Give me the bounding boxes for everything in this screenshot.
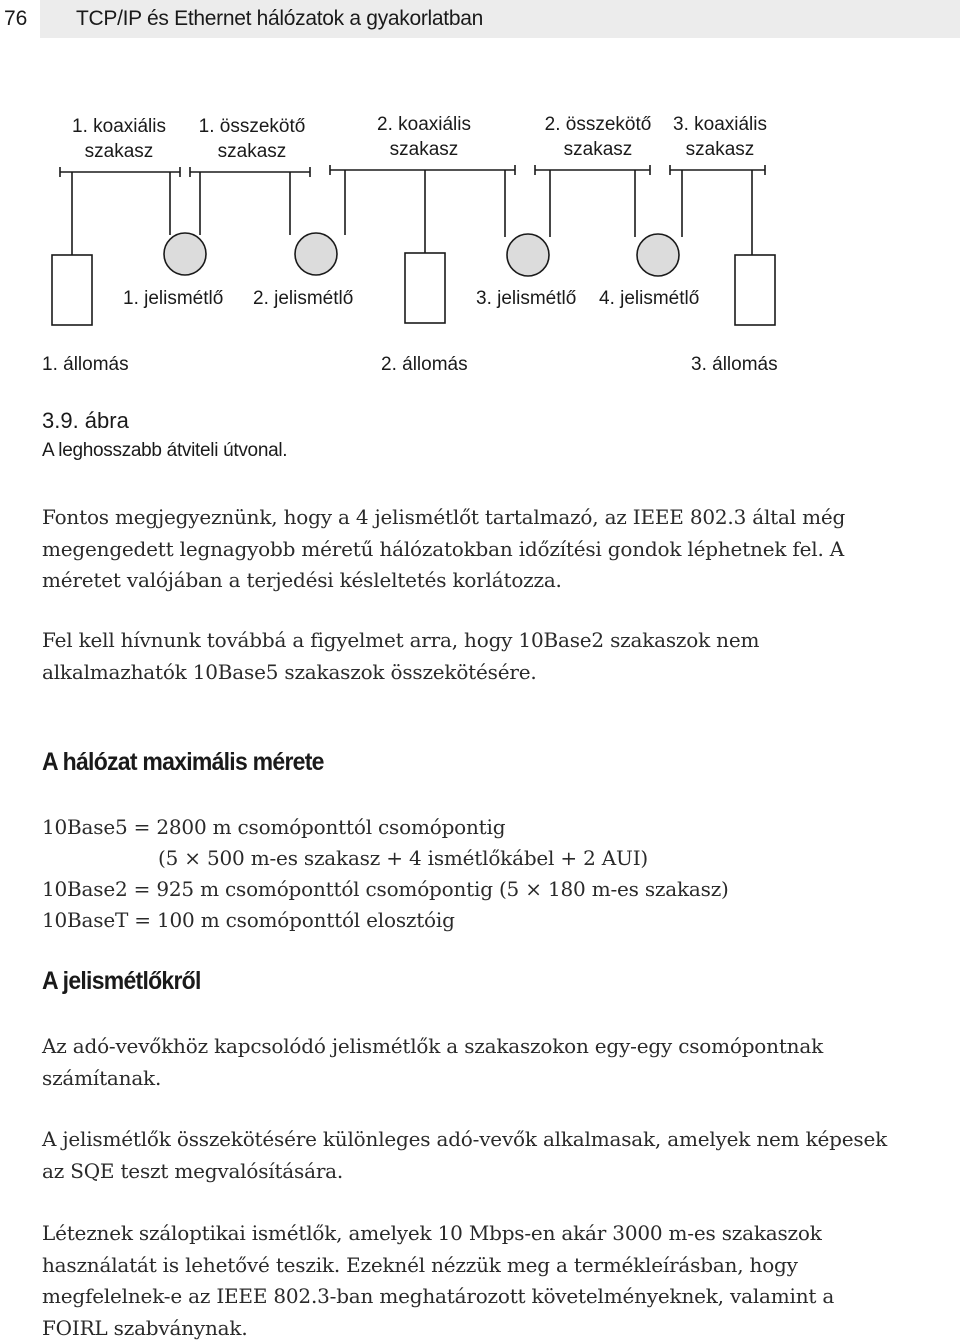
segment-3-label-line2: szakasz <box>389 139 459 160</box>
repeater-3-circle <box>507 234 549 276</box>
repeater-4-circle <box>637 234 679 276</box>
station-1-box <box>52 255 92 325</box>
segment-2-label-line2: szakasz <box>217 141 287 162</box>
link-segment-2 <box>535 165 650 175</box>
link-segment-1 <box>190 167 310 177</box>
segment-3-label-line1: 2. koaxiális <box>377 114 471 135</box>
heading-max-size: A hálózat maximális mérete <box>42 748 324 776</box>
repeater-1-label: 1. jelismétlő <box>123 288 224 309</box>
station-3-label: 3. állomás <box>691 354 778 375</box>
repeater-3-label: 3. jelismétlő <box>476 288 577 309</box>
spec-10base5: 10Base5 = 2800 m csomóponttól csomópontig <box>42 815 506 839</box>
station-2-label: 2. állomás <box>381 354 468 375</box>
figure-caption: A leghosszabb átviteli útvonal. <box>42 440 288 461</box>
spec-10base5-detail: (5 × 500 m-es szakasz + 4 ismétlőkábel + 2 AUI) <box>158 846 649 870</box>
segment-1-label-line1: 1. koaxiális <box>72 116 166 137</box>
paragraph-10base2: Fel kell hívnunk továbbá a figyelmet arra, hogy 10Base2 szakaszok nem alkalmazhatók 10Base5 szakaszok összekötésére. <box>42 628 760 684</box>
station-3-box <box>735 255 775 325</box>
repeater-2-label: 2. jelismétlő <box>253 288 354 309</box>
station-1-label: 1. állomás <box>42 354 129 375</box>
segment-5-label-line1: 3. koaxiális <box>673 114 767 135</box>
segment-4-label-line2: szakasz <box>563 139 633 160</box>
segment-2-label-line1: 1. összekötő <box>198 116 306 137</box>
figure-number: 3.9. ábra <box>42 408 129 433</box>
coax-segment-1 <box>60 167 180 177</box>
page-number: 76 <box>4 7 28 30</box>
coax-segment-3 <box>670 165 765 175</box>
segment-1-label-line2: szakasz <box>84 141 154 162</box>
repeater-2-circle <box>295 233 337 275</box>
paragraph-fiber: Léteznek száloptikai ismétlők, amelyek 10 Mbps-en akár 3000 m-es szakaszok használatát is lehetővé teszik. Ezeknél nézzük meg a termékleírásban, hogy megfelelnek-e az IEEE 802.3-ban meghatározott követelményeknek, valamint a FOIRL szabványnak. <box>42 1221 835 1340</box>
paragraph-sqe: A jelismétlők összekötésére különleges adó-vevők alkalmasak, amelyek nem képesek az SQE teszt megvalósítására. <box>42 1127 888 1183</box>
repeater-1-circle <box>164 233 206 275</box>
segment-4-label-line1: 2. összekötő <box>544 114 652 135</box>
spec-10base2: 10Base2 = 925 m csomóponttól csomópontig (5 × 180 m-es szakasz) <box>42 877 729 901</box>
running-title: TCP/IP és Ethernet hálózatok a gyakorlatban <box>76 7 483 30</box>
station-2-box <box>405 253 445 323</box>
paragraph-repeater-nodes: Az adó-vevőkhöz kapcsolódó jelismétlők a szakaszokon egy-egy csomópontnak számítanak. <box>42 1034 823 1090</box>
heading-repeaters: A jelismétlőkről <box>42 967 201 995</box>
paragraph-timing: Fontos megjegyeznünk, hogy a 4 jelismétlőt tartalmazó, az IEEE 802.3 által még megengedett legnagyobb méretű hálózatokban időzítési gondok léphetnek fel. A méretet valójában a terjedési késleltetés korlátozza. <box>42 505 846 592</box>
network-path-diagram <box>0 100 960 390</box>
coax-segment-2 <box>330 165 515 175</box>
repeater-4-label: 4. jelismétlő <box>599 288 700 309</box>
spec-10baset: 10BaseT = 100 m csomóponttól elosztóig <box>42 908 455 932</box>
segment-5-label-line2: szakasz <box>685 139 755 160</box>
